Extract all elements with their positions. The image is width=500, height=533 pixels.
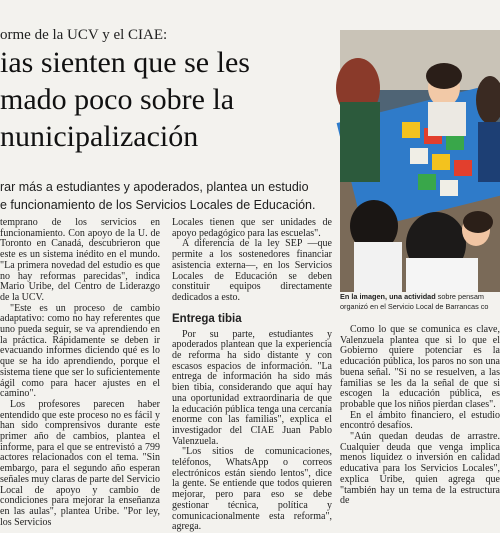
section-heading: Entrega tibia xyxy=(172,312,242,325)
paragraph: Por su parte, estudiantes y apoderados plantean que la experiencia de reforma ha sido distante y con escasos espacios de información. "La entrega de información ha sido más bien tibia, considerando que aquí hay una oportunidad extraordinaria de que la educación pública tenga una cercanía enorme con las familias", explica el investigador del CIAE Juan Pablo Valenzuela. xyxy=(172,328,332,447)
article-photo xyxy=(340,30,500,292)
article-column-2 xyxy=(172,217,332,533)
caption-text: sobre pensam xyxy=(435,292,484,301)
article-kicker: orme de la UCV y el CIAE: xyxy=(0,27,168,43)
article-column-3 xyxy=(340,324,500,507)
caption-text: organizó en el Servicio Local de Barrancas co xyxy=(340,301,489,311)
paragraph: "Los sitios de comunicaciones, teléfonos, WhatsApp o correos electrónicos están siendo lentos", dice la gente. Se entiende que todos quieren mejorar, pero para eso se debe gestionar técnica, política y comunicacionalmente esta reforma", agrega. xyxy=(172,446,332,533)
paragraph: Como lo que se comunica es clave, Valenzuela plantea que si lo que el Gobierno quiere potenciar es la educación pública, los paros no son una buena señal. "Si no se resuelven, a las familias se les da la señal de que si escogen la educación pública, es probable que los niños pierdan clases". xyxy=(340,324,500,410)
paragraph: temprano de los servicios en funcionamiento. Con apoyo de la U. de Toronto en Canadá, descubrieron que este es un sistema inédito en el mundo. "La primera novedad del estudio es que no hay reformas parecidas", indica Mario Uribe, del Centro de Liderazgo de la UCV. xyxy=(0,217,160,303)
subhead-line: rar más a estudiantes y apoderados, plantea un estudio xyxy=(0,180,309,194)
subhead-line: e funcionamiento de los Servicios Locales de Educación. xyxy=(0,198,316,212)
headline-line: nunicipalización xyxy=(0,120,199,153)
paragraph: En el ámbito financiero, el estudio encontró desafíos. xyxy=(340,409,500,432)
article-subhead xyxy=(0,178,345,214)
headline-line: mado poco sobre la xyxy=(0,83,235,116)
article-column-1 xyxy=(0,217,160,528)
classroom-photo xyxy=(340,30,500,292)
article-headline xyxy=(0,44,340,155)
paragraph: Los profesores parecen haber entendido que este proceso no es fácil y han sido comprensivos durante este primer año de cambios, plantea el informe, para el que se entrevistó a 799 actores relacionados con el tema. "Sin embargo, para el segundo año esperan señales muy claras de parte del Servicio Local de apoyo y cambio de condiciones para mejorar la enseñanza en las aulas", plantea Uribe. "Por ley, los Servicios xyxy=(0,398,160,528)
paragraph: Locales tienen que ser unidades de apoyo pedagógico para las escuelas". xyxy=(172,217,332,239)
paragraph: "Aún quedan deudas de arrastre. Cualquier deuda que venga implica menos liquidez o inversión en calidad educativa para los Servicios Locales", explica Uribe, quien agrega que "también hay un tema de la estructura de xyxy=(340,431,500,507)
caption-lead: En la imagen, una actividad xyxy=(340,292,436,301)
paragraph: A diferencia de la ley SEP —que permite a los sostenedores financiar asistencia externa—, en los Servicios Locales de Educación se deben constituir equipos directamente dedicados a esto. xyxy=(172,238,332,303)
paragraph: "Este es un proceso de cambio adaptativo: como no hay referentes que uno pueda seguir, se va aprendiendo en la práctica. Rápidamente se deben ir evacuando informes diciendo qué es lo que se ha ido aprendiendo, porque el sistema tiene que ser lo suficientemente ágil como para hacer ajustes en el camino". xyxy=(0,302,160,400)
photo-caption xyxy=(340,292,500,311)
headline-line: ias sienten que se les xyxy=(0,46,250,79)
